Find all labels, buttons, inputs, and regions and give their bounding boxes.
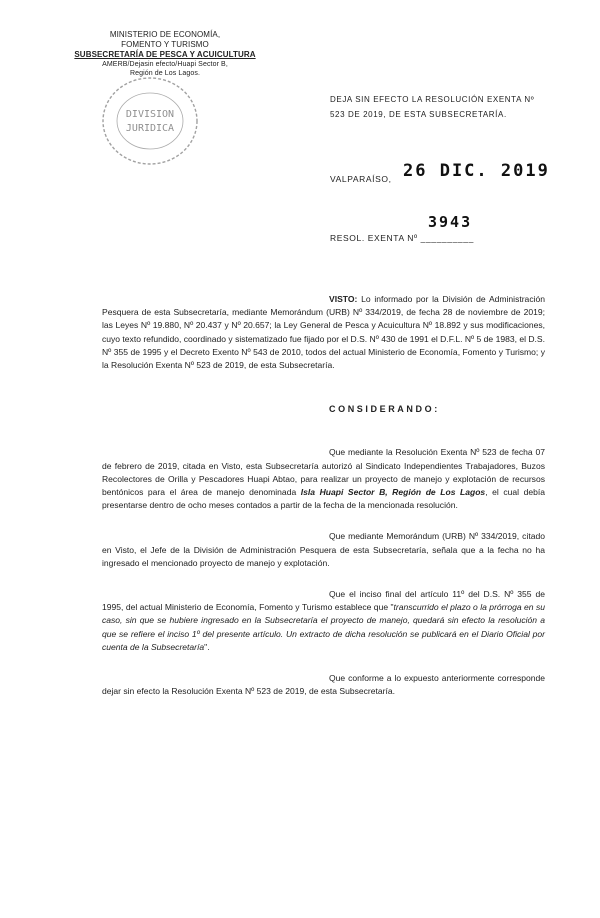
p3-quote: transcurrido el plazo o la prórroga en su caso, sin que se hubiere ingresado en la Subsecretaría el proyecto de manejo, quedará sin efecto la resolución a que se refiere el inciso 1º del presente artículo. Un extracto de dicha resolución se publicará en el Diario Oficial por cuenta de la Subsecretaría [102,602,546,652]
p3-text-c: ". [204,641,210,652]
stamp-line-2: JURIDICA [125,123,175,134]
letterhead-ministry: MINISTERIO DE ECONOMÍA, [109,30,221,39]
p1-text-a: Que mediante la Resolución Exenta Nº 523 de fecha 07 de febrero de 2019, citada en Visto, esta Subsecretaría autorizó al Sindicato Independientes Trabajadores, Buzos Recolectores de Orilla y Pescadores Huapi Abtao, para realizar un proyecto de manejo y explotación de recursos bentónicos para el área de manejo denominada [102,447,545,498]
resolution-blank: __________ [420,233,474,243]
place-label: VALPARAÍSO, [330,174,392,184]
letterhead-ministry-2: FOMENTO Y TURISMO [121,40,209,49]
resolution-label-text: RESOL. EXENTA Nº [330,233,418,243]
handwritten-date: 26 DIC. 2019 [403,161,550,181]
letterhead [60,30,270,78]
visto-label: VISTO: [329,294,358,304]
resolution-label [330,233,474,243]
letterhead-subsecretaria: SUBSECRETARÍA DE PESCA Y ACUICULTURA [74,50,256,59]
resolution-number: 3943 [428,213,473,231]
p1-text-c: , el cual debía presentarse dentro de ocho meses contados a partir de la fecha de la mencionada resolución. [102,487,545,511]
division-juridica-stamp [100,75,200,167]
p1-area-name: Isla Huapi Sector B, Región de Los Lagos [300,487,486,498]
visto-paragraph [102,293,545,372]
document-subject [330,92,550,122]
letterhead-reference: AMERB/Dejasin efecto/Huapi Sector B, [102,61,228,68]
considerando-paragraph-2: Que mediante Memorándum (URB) Nº 334/2019, citado en Visto, el Jefe de la División de Administración Pesquera de esta Subsecretaría, señala que a la fecha no ha ingresado el mencionado proyecto de manejo y explotación. [102,531,545,568]
visto-text: Lo informado por la División de Administración Pesquera de esta Subsecretaría, mediante Memorándum (URB) Nº 334/2019, de fecha 28 de noviembre de 2019; las Leyes Nº 19.880, Nº 20.437 y Nº 20.657; la Ley General de Pesca y Acuicultura Nº 18.892 y sus modificaciones, cuyo texto refundido, coordinado y sistematizado fue fijado por el D.S. Nº 430 de 1991 el D.F.L. Nº 5 de 1983, el D.S. Nº 355 de 1995 y el Decreto Exento Nº 543 de 2010, todos del actual Ministerio de Economía, Fomento y Turismo; y la Resolución Exenta Nº 523 de 2019, de esta Subsecretaría. [102,294,545,371]
letterhead-region: Región de Los Lagos. [129,70,201,77]
document-body [102,293,545,698]
considerando-paragraph-1 [102,446,545,512]
considerando-heading: CONSIDERANDO: [329,404,440,415]
considerando-paragraph-3 [102,588,545,654]
stamp-line-1: DIVISION [125,109,175,120]
subject-line-2: 523 DE 2019, DE ESTA SUBSECRETARÍA. [330,110,507,119]
subject-line-1: DEJA SIN EFECTO LA RESOLUCIÓN EXENTA Nº [330,95,535,104]
p3-text-a: Que el inciso final del artículo 11º del D.S. Nº 355 de 1995, del actual Ministerio de Economía, Fomento y Turismo establece que " [102,589,545,613]
considerando-paragraph-4: Que conforme a lo expuesto anteriormente corresponde dejar sin efecto la Resolución Exenta Nº 523 de 2019, de esta Subsecretaría. [102,673,545,697]
